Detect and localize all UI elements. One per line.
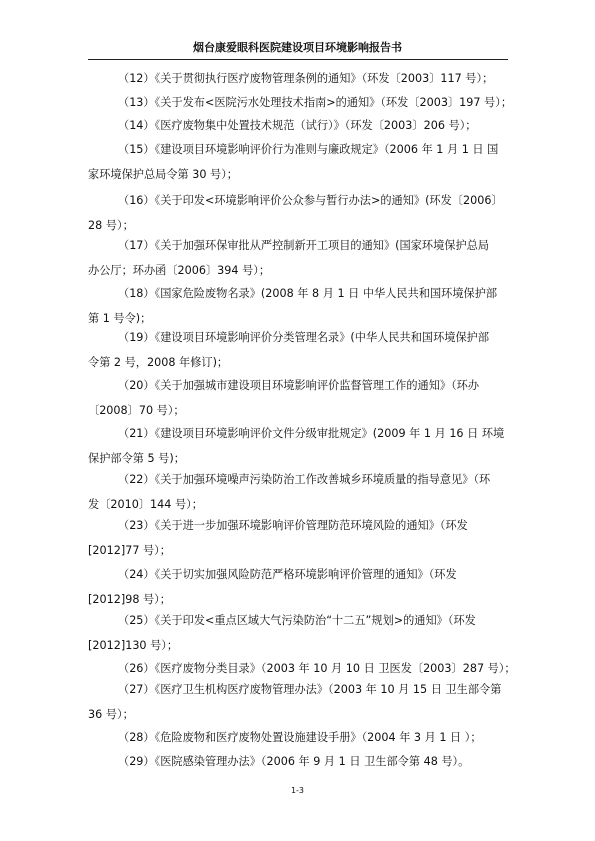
page-header-title: 烟台康爱眼科医院建设项目环境影响报告书 [193,41,402,54]
regulation-item-line: （27）《医疗卫生机构医疗废物管理办法》（2003 年 10 月 15 日 卫生部令第 [118,683,502,696]
regulation-item [88,119,507,133]
regulation-item [88,755,507,769]
regulation-item [88,143,507,182]
regulation-item-line: （21）《建设项目环境影响评价文件分级审批规定》(2009 年 1 月 16 日 环境 [118,427,505,440]
regulation-item [88,731,507,745]
regulation-item-line: （20）《关于加强城市建设项目环境影响评价监督管理工作的通知》（环办 [118,379,480,392]
regulation-item-line: （15）《建设项目环境影响评价行为准则与廉政规定》（2006 年 1 月 1 日 国 [118,143,499,156]
regulation-item [88,662,516,676]
page-number: 1-3 [290,786,305,795]
regulation-item [88,239,507,278]
regulation-item-line: （29）《医院感染管理办法》（2006 年 9 月 1 日 卫生部令第 48 号）。 [118,755,470,768]
regulation-item-line: （23）《关于进一步加强环境影响评价管理防范环境风险的通知》（环发 [118,519,468,532]
regulation-item-continuation: [2012]98 号）； [88,593,171,606]
regulation-item-continuation: 第 1 号令)； [88,312,152,325]
regulation-item [88,568,507,607]
regulation-item [88,427,507,466]
regulation-item-continuation: 发〔2010〕144 号）； [88,498,203,511]
regulation-item [88,683,507,722]
regulation-item [88,614,507,653]
regulation-item [88,96,513,110]
regulation-item [88,72,507,86]
regulation-item-line: （22）《关于加强环境噪声污染防治工作改善城乡环境质量的指导意见》（环 [118,473,491,486]
regulation-item [88,473,507,512]
regulation-item-line: （25）《关于印发<重点区域大气污染防治“十二五”规划>的通知》（环发 [118,614,476,627]
regulation-item-line: （26）《医疗废物分类目录》（2003 年 10 月 10 日 卫医发〔2003〕287 号）； [118,662,516,675]
regulation-item-line: （18）《国家危险废物名录》(2008 年 8 月 1 日 中华人民共和国环境保护部 [118,287,498,300]
regulation-item-line: （16）《关于印发<环境影响评价公众参与暂行办法>的通知》(环发〔2006〕 [118,194,503,207]
regulation-item-line: （14）《医疗废物集中处置技术规范（试行）》（环发〔2003〕206 号）； [118,119,477,132]
regulation-item-continuation: 办公厅；环办函〔2006〕394 号）； [88,264,271,277]
regulation-item-line: （17）《关于加强环保审批从严控制新开工项目的通知》(国家环境保护总局 [118,239,490,252]
regulation-item-continuation: 28 号）； [88,219,134,232]
regulation-item-line: （19）《建设项目环境影响评价分类管理名录》(中华人民共和国环境保护部 [118,331,490,344]
regulation-item-continuation: 令第 2 号，2008 年修订)； [88,356,229,369]
regulation-item-continuation: [2012]130 号）； [88,639,179,652]
regulation-item-continuation: 保护部令第 5 号)； [88,452,185,465]
regulation-item-continuation: 〔2008〕70 号）； [88,404,185,417]
header-divider [88,59,508,60]
regulation-item-continuation: 36 号）； [88,708,134,721]
regulation-item-line: （12）《关于贯彻执行医疗废物管理条例的通知》（环发〔2003〕117 号）； [118,72,494,85]
regulation-item-line: （28）《危险废物和医疗废物处置设施建设手册》（2004 年 3 月 1 日 ）； [118,731,482,744]
regulation-item-line: （24）《关于切实加强风险防范严格环境影响评价管理的通知》（环发 [118,568,457,581]
regulation-item [88,331,507,370]
regulation-item-continuation: [2012]77 号）； [88,544,171,557]
regulation-item [88,379,507,418]
regulation-item-continuation: 家环境保护总局令第 30 号）； [88,168,238,181]
regulation-item [88,287,507,326]
regulation-item [88,194,507,233]
regulation-item-line: （13）《关于发布<医院污水处理技术指南>的通知》（环发〔2003〕197 号）； [118,96,513,109]
regulation-item [88,519,507,558]
